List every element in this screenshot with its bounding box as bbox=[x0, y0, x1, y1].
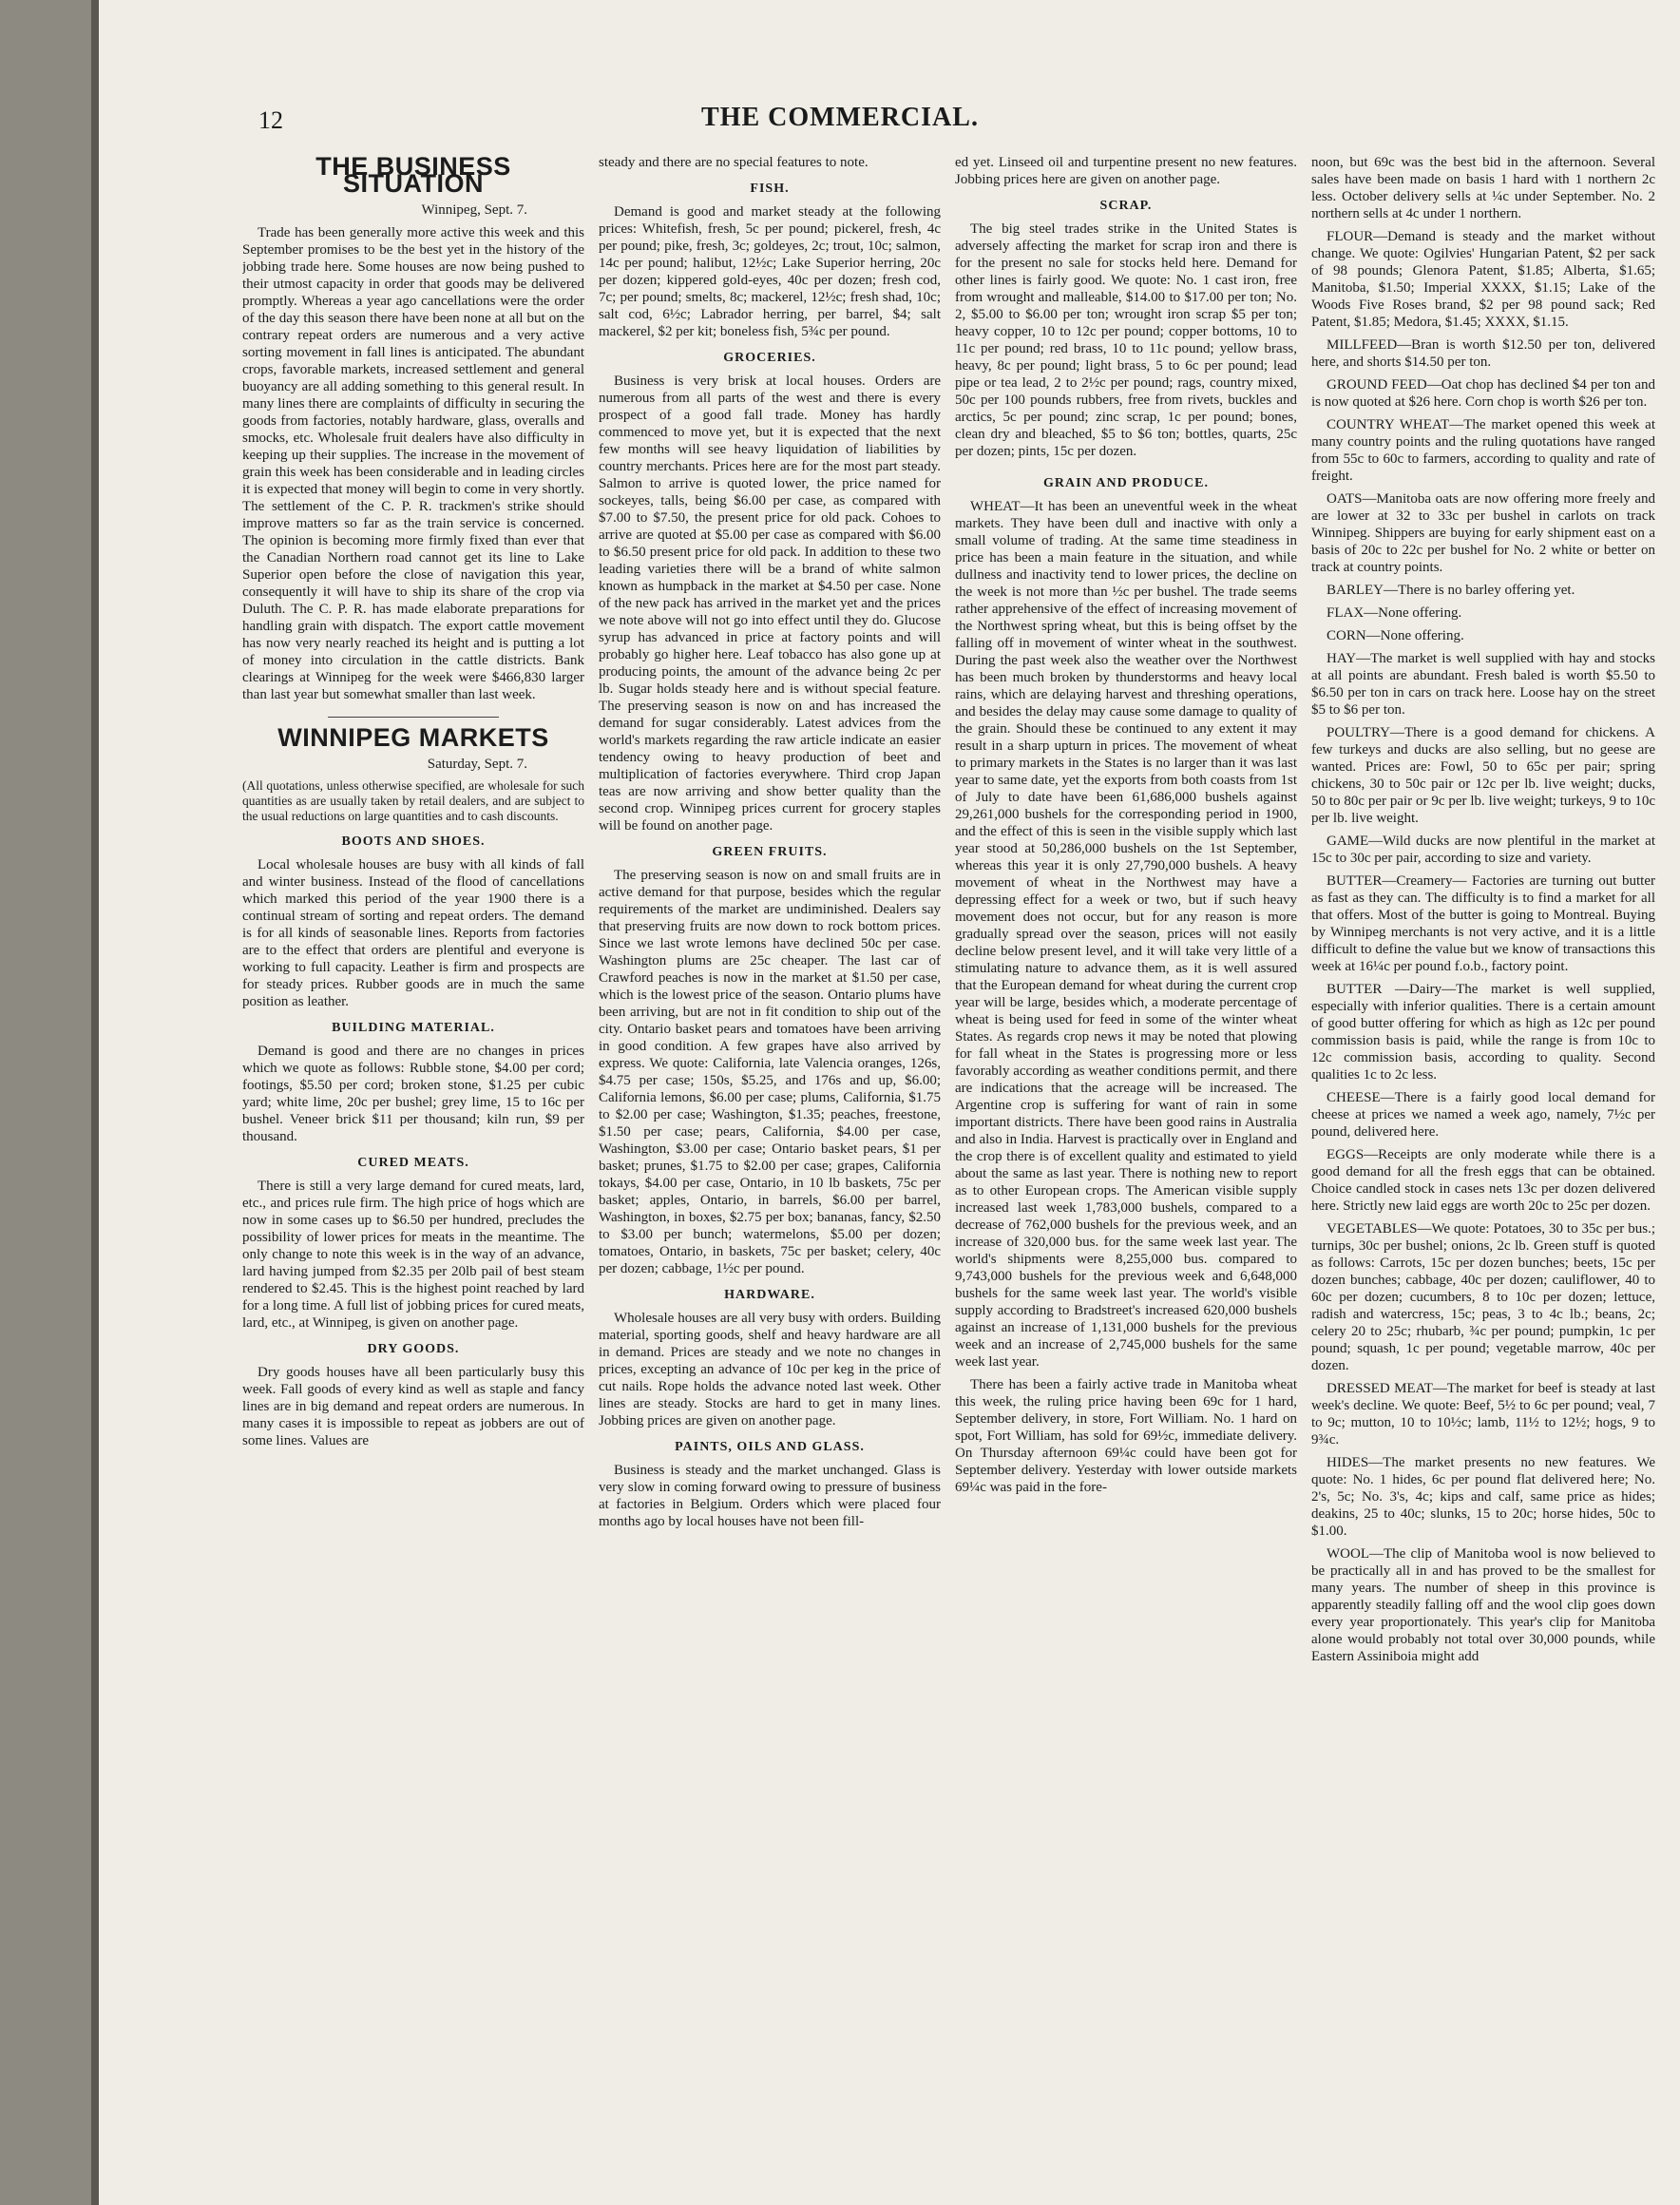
section-heading-paints-oils-glass: PAINTS, OILS AND GLASS. bbox=[675, 1440, 865, 1454]
paragraph-butter-creamery: BUTTER—Creamery— Factories are turning out butter as fast as they can. The difficulty is to find a market for all that offers. Most of the butter is going to Montreal. Buying by Winnipeg merchants is not very active, and it is a little difficult to define the value but we know of transactions this week at 16¼c per pound f.o.b., factory point. bbox=[1311, 873, 1655, 974]
paragraph-cheese: CHEESE—There is a fairly good local demand for cheese at prices we named a week ago, namely, 7½c per pound, delivered here. bbox=[1311, 1090, 1655, 1140]
section-heading-dry-goods: DRY GOODS. bbox=[367, 1342, 460, 1356]
section-heading-green-fruits: GREEN FRUITS. bbox=[712, 845, 828, 859]
quotations-note: (All quotations, unless otherwise specified, are wholesale for such quantities as are usually taken by retail dealers, and are subject to the usual reductions on large quantities and to cash discounts. bbox=[242, 778, 584, 823]
paragraph-flax: FLAX—None offering. bbox=[1327, 605, 1462, 621]
paragraph-eggs: EGGS—Receipts are only moderate while there is a good demand for all the fresh eggs that can be obtained. Choice candled stock in cases nets 13c per dozen delivered here. Strictly new laid eggs are worth 20c to 25c per dozen. bbox=[1311, 1147, 1655, 1214]
paragraph-ground-feed: GROUND FEED—Oat chop has declined $4 per ton and is now quoted at $26 here. Corn chop is worth $26 per ton. bbox=[1311, 377, 1655, 410]
dateline: Winnipeg, Sept. 7. bbox=[421, 202, 527, 218]
paragraph-groceries: Business is very brisk at local houses. Orders are numerous from all parts of the west and there is every prospect of a good fall trade. Money has hardly commenced to move yet, but it is expected that the next few months will see heavy liquidation of liabilities by country merchants. Prices here are for the most part steady. Salmon to arrive is quoted lower, the price named for sockeyes, talls, being $6.00 per case, as compared with $7.00 to $7.50, the present price for old pack. Cohoes to arrive are quoted at $5.00 per case as compared with $6.00 to $6.50 present price for old pack. In addition to these two leading varieties there will be a brand of white salmon known as humpback in the market at $4.50 per case. None of the new pack has arrived in the market yet and the prices we note above will not go into effect until they do. Glucose syrup has advanced in price at factory points and will probably go higher here. Leaf tobacco has also gone up at producing points, the amount of the advance being 2c per lb. Sugar holds steady here and is without special feature. The preserving season is now on and has increased the demand for sugar considerably. Latest advices from the world's markets regarding the raw article indicate an easier tendency owing to heavy production of beet and multiplication of factories everywhere. Third crop Japan teas are now arriving and show better quality than the second crop. Winnipeg prices current for grocery staples will be found on another page. bbox=[599, 374, 941, 834]
paragraph-hay: HAY—The market is well supplied with hay and stocks at all points are abundant. Fresh baled is worth $5.50 to $6.50 per ton in cars on track here. Loose hay on the street $5 to $6 per ton. bbox=[1311, 651, 1655, 718]
column-2 bbox=[599, 154, 941, 2174]
paragraph-boots-shoes: Local wholesale houses are busy with all kinds of fall and winter business. Instead of the flood of cancellations which marked this period of the year 1900 there is a continual stream of sorting and repeat orders. The demand is for all kinds of seasonable lines. Reports from factories are to the effect that orders are plentiful and everyone is working to full capacity. Leather is firm and prospects are for steady prices. Rubber goods are in much the same position as leather. bbox=[242, 857, 584, 1009]
column-3 bbox=[955, 154, 1297, 2174]
paragraph-cured-meats: There is still a very large demand for cured meats, lard, etc., and prices rule firm. The high price of hogs which are now in some cases up to $6.50 per hundred, precludes the possibility of lower prices for meats in the meantime. The only change to note this week is in the way of an advance, lard having jumped from $2.35 per 20lb pail of best steam rendered to $2.45. This is the highest point reached by lard for a long time. A full list of jobbing prices for cured meats, lard, etc., at Winnipeg, is given on another page. bbox=[242, 1179, 584, 1331]
section-heading-scrap: SCRAP. bbox=[1099, 199, 1153, 213]
headline-business-situation: THE BUSINESS SITUATION bbox=[315, 154, 511, 198]
paragraph-dressed-meat: DRESSED MEAT—The market for beef is steady at last week's decline. We quote: Beef, 5½ to 6c per pound; veal, 7 to 9c; mutton, 10 to 10½c; lamb, 11½ to 12½; hogs, 9 to 9¾c. bbox=[1311, 1381, 1655, 1448]
paragraph-continued: steady and there are no special features to note. bbox=[599, 155, 869, 170]
paragraph-millfeed: MILLFEED—Bran is worth $12.50 per ton, delivered here, and shorts $14.50 per ton. bbox=[1311, 337, 1655, 370]
paragraph-poultry: POULTRY—There is a good demand for chickens. A few turkeys and ducks are also selling, but no geese are wanted. Prices are: Fowl, 50 to 65c per pair; spring chickens, 30 to 50c pair or 12c per lb. live weight; ducks, 50 to 80c per pair or 9c per lb. live weight; turkeys, 9 to 10c per lb. live weight. bbox=[1311, 725, 1655, 826]
section-heading-fish: FISH. bbox=[750, 182, 790, 196]
column-1 bbox=[242, 154, 584, 2174]
paragraph-game: GAME—Wild ducks are now plentiful in the market at 15c to 30c per pair, according to size and variety. bbox=[1311, 834, 1655, 866]
article-business-situation: Trade has been generally more active this week and this September promises to be the best yet in the history of the jobbing trade here. Some houses are now being pushed to their utmost capacity in order that goods may be delivered promptly. Whereas a year ago cancellations were the order of the day this season there have been none at all but on the contrary repeat orders are numerous and a very active sorting movement in fall lines is anticipated. The abundant crops, favorable markets, increased settlement and general buoyancy are all adding something to this general result. In many lines there are complaints of difficulty in securing the goods from factories, notably hardware, glass, overalls and smocks, etc. Wholesale fruit dealers have also difficulty in keeping up their supplies. The increase in the movement of grain this week has been considerable and in leading circles it is expected that money will begin to come in very shortly. The settlement of the C. P. R. trackmen's strike should improve matters so far as the train service is concerned. The opinion is becoming more firmly fixed than ever that the Canadian Northern road cannot get its line to Lake Superior open before the close of navigation this year, consequently it will have to ship its share of the crop via Duluth. The C. P. R. has made elaborate preparations for handling grain with dispatch. The export cattle movement has now very nearly reached its height and is putting a lot of money into circulation in the cattle districts. Bank clearings at Winnipeg for the week were $466,830 larger than last year but somewhat smaller than last week. bbox=[242, 225, 584, 702]
divider-rule bbox=[328, 717, 499, 718]
paragraph-hides: HIDES—The market presents no new features. We quote: No. 1 hides, 6c per pound flat delivered here; No. 2's, 5c; No. 3's, 4c; kips and calf, same price as hides; deakins, 25 to 40c; slunks, 15 to 20c; horse hides, 50c to $1.00. bbox=[1311, 1455, 1655, 1539]
paragraph-paints-oils-glass: Business is steady and the market unchanged. Glass is very slow in coming forward owing to pressure of business at factories in Belgium. Orders which were placed four months ago by local houses have not been fill- bbox=[599, 1463, 941, 1529]
section-heading-hardware: HARDWARE. bbox=[724, 1288, 815, 1302]
paragraph-wool: WOOL—The clip of Manitoba wool is now believed to be practically all in and has proved to be the smallest for many years. The number of sheep in this province is apparently steadily falling off and the wool clip goes down every year proportionately. This year's clip for Manitoba alone would probably not total over 30,000 pounds, while Eastern Assiniboia might add bbox=[1311, 1546, 1655, 1664]
paragraph-butter-dairy: BUTTER —Dairy—The market is well supplied, especially with inferior qualities. There is a certain amount of good butter offering for which as high as 12c per pound commission basis is paid, while the range is from 10c to 12c commission basis, according to quality. Second qualities 1c to 2c less. bbox=[1311, 982, 1655, 1083]
section-heading-cured-meats: CURED MEATS. bbox=[357, 1156, 469, 1170]
paragraph-building-material: Demand is good and there are no changes in prices which we quote as follows: Rubble stone, $4.00 per cord; footings, $5.50 per cord; broken stone, $1.25 per cubic yard; white lime, 20c per bushel; grey lime, 15 to 16c per bushel. Veneer brick $11 per thousand; kiln run, $9 per thousand. bbox=[242, 1044, 584, 1144]
section-heading-boots-shoes: BOOTS AND SHOES. bbox=[341, 834, 486, 849]
paragraph-fish: Demand is good and market steady at the following prices: Whitefish, fresh, 5c per pound; pickerel, fresh, 4c per pound; pike, fresh, 3c; goldeyes, 2c; trout, 10c; salmon, 14c per pound; halibut, 12½c; Lake Superior herring, 20c per dozen; kippered gold-eyes, 40c per dozen; fresh cod, 7c; per pound; smelts, 8c; mackerel, 12½c; fresh shad, 10c; salt cod, 6½c; Labrador herring, per barrel, $4; salt mackerel, $2 per kit; boneless fish, 5¾c per pound. bbox=[599, 204, 941, 339]
dateline: Saturday, Sept. 7. bbox=[427, 757, 527, 772]
paragraph-barley: BARLEY—There is no barley offering yet. bbox=[1327, 583, 1575, 598]
headline-winnipeg-markets: WINNIPEG MARKETS bbox=[277, 723, 549, 752]
paragraph-oats: OATS—Manitoba oats are now offering more freely and are lower at 32 to 33c per bushel in carlots on track Winnipeg. Shippers are buying for early shipment east on a basis of 20c to 22c per bushel for No. 2 white or better on track at country points. bbox=[1311, 491, 1655, 575]
paragraph-green-fruits: The preserving season is now on and small fruits are in active demand for that purpose, besides which the regular requirements of the market are undiminished. Dealers say that preserving fruits are now down to rock bottom prices. Since we last wrote lemons have declined 50c per case. Washington plums are 25c cheaper. The last car of Crawford peaches is now in the market at $1.50 per case, which is the lowest price of the season. Ontario plums have been arriving, but are not in fit condition to ship out of the city. Ontario basket pears and tomatoes have been arriving in good condition. A few grapes have also arrived by express. We quote: California, late Valencia oranges, 126s, $4.75 per case; 150s, $5.25, and 176s and up, $6.00; California lemons, $6.00 per case; plums, California, $1.75 to $2.00 per case; Washington, $1.35; peaches, freestone, $1.50 per case; pears, California, $4.00 per case, Washington, $3.00 per case; Ontario basket pears, $1 per basket; prunes, $1.75 to $2.00 per case; grapes, California tokays, $4.00 per case, Ontario, in 10 lb baskets, 75c per basket; apples, Ontario, in barrels, $6.00 per barrel, Washington, in boxes, $2.75 per box; bananas, fancy, $2.50 to $3.00 per bunch; watermelons, $5.00 per dozen; tomatoes, Ontario, in baskets, 75c per basket; celery, 40c per dozen; cabbage, 1½c per pound. bbox=[599, 868, 941, 1276]
paragraph-flour: FLOUR—Demand is steady and the market without change. We quote: Ogilvies' Hungarian Patent, $2 per sack of 98 pounds; Glenora Patent, $1.85; Alberta, $1.65; Manitoba, $1.50; Imperial XXXX, $1.15; Lake of the Woods Five Roses brand, $2 per 98 pound sack; Red Patent, $1.85; Medora, $1.45; XXXX, $1.15. bbox=[1311, 229, 1655, 330]
paragraph-hardware: Wholesale houses are all very busy with orders. Building material, sporting goods, shelf and heavy hardware are all in demand. Prices are steady and we note no changes in prices, excepting an advance of 10c per keg in the price of cut nails. Rope holds the advance noted last week. Other lines are steady. Stocks are hard to get in many lines. Jobbing prices are given on another page. bbox=[599, 1311, 941, 1428]
paragraph-dry-goods: Dry goods houses have all been particularly busy this week. Fall goods of every kind as well as staple and fancy lines are in big demand and repeat orders are numerous. In many cases it is impossible to repeat as jobbers are out of some lines. Values are bbox=[242, 1365, 584, 1448]
page-binding-edge bbox=[91, 0, 99, 2205]
paragraph-continued: noon, but 69c was the best bid in the afternoon. Several sales have been made on basis 1 hard with 1 northern 2c less. October delivery sells at ¼c under September. No. 2 northern sells at 4c under 1 northern. bbox=[1311, 155, 1655, 221]
paragraph-scrap: The big steel trades strike in the United States is adversely affecting the market for scrap iron and there is for the present no sale for stocks held here. Demand for other lines is fairly good. We quote: No. 1 cast iron, free from wrought and malleable, $14.00 to $17.00 per ton; No. 2, $5.00 to $6.00 per ton; wrought iron scrap $5 per ton; heavy copper, 10 to 12c per pound; copper bottoms, 10 to 11c per pound; red brass, 10 to 11c pound; yellow brass, heavy, 8c per pound; light brass, 5 to 6c per pound; lead pipe or tea lead, 2 to 2½c per pound; rags, country mixed, 50c per 100 pounds rubbers, free from rivets, buckles and arctics, 5c per pound; zinc scrap, 1c per pound; bones, clean dry and bleached, $5 to $6 ton; bottles, quarts, 25c per dozen; pints, 15c per dozen. bbox=[955, 221, 1297, 459]
paragraph-corn: CORN—None offering. bbox=[1327, 628, 1464, 643]
section-heading-building-material: BUILDING MATERIAL. bbox=[332, 1021, 495, 1035]
running-head: THE COMMERCIAL. bbox=[701, 103, 979, 132]
paragraph-continued: ed yet. Linseed oil and turpentine present no new features. Jobbing prices here are given on another page. bbox=[955, 155, 1297, 187]
paragraph-manitoba-wheat: There has been a fairly active trade in Manitoba wheat this week, the ruling price having been 69c for 1 hard, September delivery, in store, Fort William. No. 1 hard on spot, Fort William, has sold for 69½c, immediate delivery. On Thursday afternoon 69¼c could have been got for September delivery. Yesterday with lower outside markets 69¼c was paid in the fore- bbox=[955, 1377, 1297, 1495]
section-heading-grain-produce: GRAIN AND PRODUCE. bbox=[1043, 476, 1209, 490]
paragraph-vegetables: VEGETABLES—We quote: Potatoes, 30 to 35c per bus.; turnips, 30c per bushel; onions, 2c lb. Green stuff is quoted as follows: Carrots, 15c per dozen bunches; beets, 15c per dozen bunches; cabbage, 40c per dozen; cauliflower, 40 to 60c per dozen; cucumbers, 8 to 10c per dozen; lettuce, radish and watercress, 15c; peas, 3 to 4c lb.; beans, 2c; celery 20 to 25c; rhubarb, ¾c per pound; pumpkin, 1c per pound; squash, 1c per pound; vegetable marrow, 40c per dozen. bbox=[1311, 1221, 1655, 1373]
section-heading-groceries: GROCERIES. bbox=[723, 351, 816, 365]
column-4 bbox=[1311, 154, 1655, 2174]
paragraph-wheat: WHEAT—It has been an uneventful week in the wheat markets. They have been dull and inactive with only a small volume of trading. At the same time steadiness in price has been a main feature in the situation, and while dullness and inactivity tend to lower prices, the decline on the week is not more than ½c per bushel. The trade seems rather apprehensive of the effect of increasing movement of the Northwest spring wheat, but this is being offset by the falling off in movement of winter wheat in the southwest. During the past week also the weather over the Northwest has been much broken by thunderstorms and heavy local rains, which are delaying harvest and threshing operations, and besides the delay may cause some damage to quality of the grain. Should these be continued to any extent it may result in a sharp upturn in prices. The movement of wheat to primary markets in the States is no larger than it was last year to same date, yet the exports from both coasts from 1st of July to date have been 61,686,000 bushels against 29,261,000 bushels for the corresponding period in 1900, and the effect of this is seen in the visible supply which last year stood at 50,286,000 bushels on the 1st September, whereas this year it is only 27,790,000 bushels. A heavy movement of wheat in the Northwest may have a depressing effect for a week or two, but if such heavy movement does not occur, but for any reason is more gradually spread over the season, prices will not easily decline below present level, and it will take very little of a stimulating nature to advance them, as it is well assured that the European demand for wheat during the current crop year will be large, besides which, a moderate percentage of wheat is being used for feed in some of the winter wheat States. As regards crop news it may be noted that plowing for fall wheat in the States is progressing more or less favorably according as weather conditions permit, and there are indications that the acreage will be increased. The Argentine crop is suffering for want of rain in some important districts. There have been good rains in Australia and also in India. Harvest is practically over in England and the crop there is of excellent quality and estimated to yield about the same as last year. There is nothing new to report as to other European crops. The American visible supply increased last week 1,783,000 bushels, compared to a decrease of 762,000 bushels for the previous week, and an increase of 320,000 bus. for the same week last year. The world's shipments were 8,255,000 bus. compared to 9,743,000 bushels for the previous week and 6,648,000 bushels for the same week last year. The world's visible supply according to Bradstreet's increased 620,000 bushels against an increase of 1,131,000 bushels for the previous week and an increase of 2,745,000 bushels for the same week last year. bbox=[955, 499, 1297, 1370]
page-number: 12 bbox=[258, 106, 283, 134]
paragraph-country-wheat: COUNTRY WHEAT—The market opened this week at many country points and the ruling quotations have ranged from 55c to 60c to farmers, according to quality and rate of freight. bbox=[1311, 417, 1655, 484]
